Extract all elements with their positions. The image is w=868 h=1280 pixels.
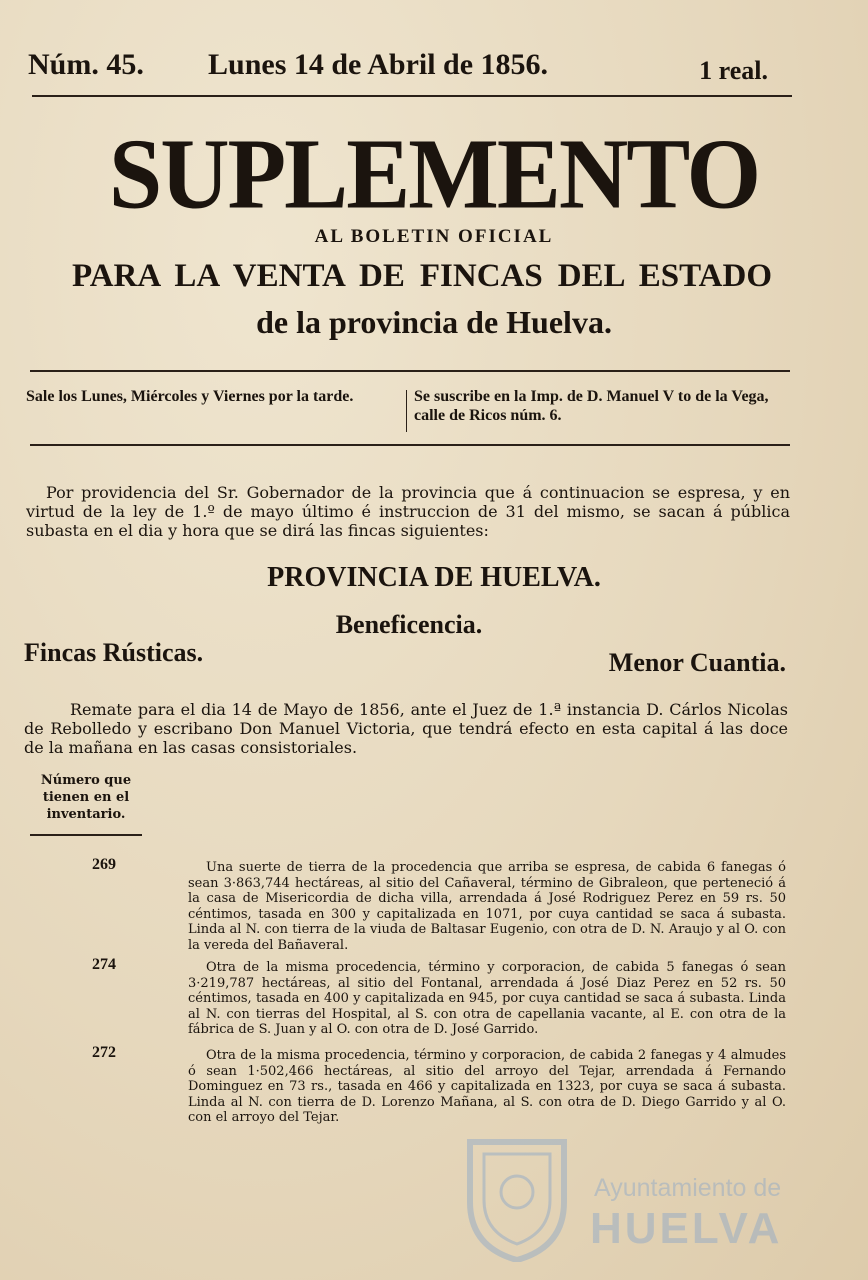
archive-watermark: [462, 1132, 788, 1262]
subtitle-main: PARA LA VENTA DE FINCAS DEL ESTADO: [72, 258, 772, 294]
issue-number: Núm. 45.: [28, 48, 144, 81]
entry-text: Otra de la misma procedencia, término y corporacion, de cabida 2 fanegas y 4 almudes ó sean 1·502,466 hectáreas, al sitio del arroyo del Tejar, arrendada á Fernando Dominguez en 73 rs., tasada en 466 y capitalizada en 1323, por cuya se saca á subasta. Linda al N. con tierra de D. Lorenzo Mañana, al S. con otra de D. Diego Garrido y al O. con el arroyo del Tejar.: [188, 1048, 786, 1125]
inventory-column-header: Número que tienen en el inventario.: [40, 773, 132, 822]
value-class-heading: Menor Cuantia.: [608, 648, 786, 677]
watermark-line1: Ayuntamiento de: [594, 1174, 782, 1202]
issue-date: Lunes 14 de Abril de 1856.: [208, 48, 549, 81]
intro-paragraph: Por providencia del Sr. Gobernador de la provincia que á continuacion se espresa, y en virtud de la ley de 1.º de mayo último é instruccion de 31 del mismo, se sacan á pública subasta en el dia y hora que se dirá las fincas siguientes:: [26, 483, 790, 540]
subtitle-province: de la provincia de Huelva.: [256, 304, 612, 340]
subtitle: AL BOLETIN OFICIAL: [314, 226, 554, 247]
watermark-line2: HUELVA: [590, 1204, 783, 1253]
subscription-info: Se suscribe en la Imp. de D. Manuel V to de la Vega, calle de Ricos núm. 6.: [414, 388, 769, 424]
entry-number: 269: [92, 856, 116, 873]
page-title: SUPLEMENTO: [108, 117, 760, 230]
info-top-rule: [30, 370, 790, 372]
province-heading: PROVINCIA DE HUELVA.: [267, 562, 601, 593]
masthead-rule: [32, 95, 792, 97]
entry-text: Una suerte de tierra de la procedencia que arriba se espresa, de cabida 6 fanegas ó sean 3·863,744 hectáreas, al sitio del Cañaveral, término de Gibraleon, que perteneció á la casa de Misericordia de dicha villa, arrendada á José Rodriguez Perez en 59 rs. 50 céntimos, tasada en 300 y capitalizada en 1071, por cuya cantidad se saca á subasta. Linda al N. con tierra de la viuda de Baltasar Eugenio, con otra de D. N. Araujo y al O. con la vereda del Bañaveral.: [188, 860, 786, 953]
inventory-header-rule: [30, 834, 142, 836]
entry-text: Otra de la misma procedencia, término y corporacion, de cabida 5 fanegas ó sean 3·219,787 hectáreas, al sitio del Fontanal, arrendada á José Diaz Perez en 52 rs. 50 céntimos, tasada en 400 y capitalizada en 945, por cuya cantidad se saca á subasta. Linda al N. con tierras del Hospital, al S. con otra de capellania vacante, al E. con otra de la fábrica de S. Juan y al O. con otra de D. José Garrido.: [188, 960, 786, 1037]
info-bottom-rule: [30, 444, 790, 446]
entry-number: 274: [92, 956, 116, 973]
entry-number: 272: [92, 1044, 116, 1061]
masthead: [28, 48, 768, 92]
publication-schedule: Sale los Lunes, Miércoles y Viernes por la tarde.: [26, 388, 354, 405]
property-type-heading: Fincas Rústicas.: [24, 638, 204, 667]
city-shield-icon: [462, 1132, 572, 1262]
issue-price: 1 real.: [699, 56, 768, 85]
category-heading: Beneficencia.: [335, 610, 483, 639]
auction-paragraph: Remate para el dia 14 de Mayo de 1856, ante el Juez de 1.ª instancia D. Cárlos Nicolas de Rebolledo y escribano Don Manuel Victoria, que tendrá efecto en esta capital á las doce de la mañana en las casas consistoriales.: [24, 700, 788, 757]
info-divider: [406, 390, 407, 432]
